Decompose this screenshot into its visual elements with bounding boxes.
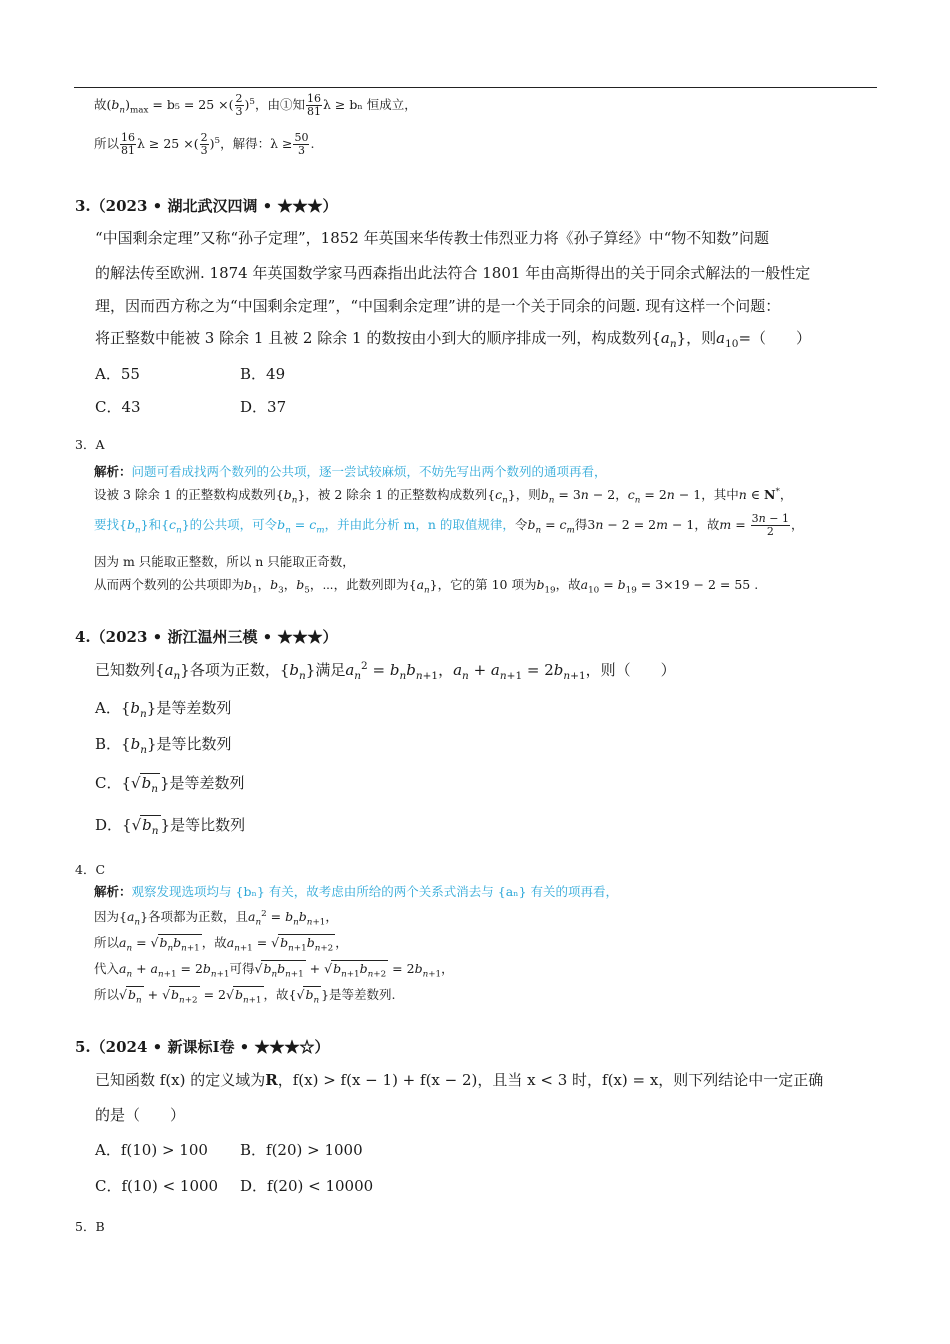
q4-option-b: B．$\{b_n\}$是等比数列 [95, 735, 232, 756]
q3-stem-line-1: “中国剩余定理”又称“孙子定理”，1852 年英国来华传教士伟烈亚力将《孙子算经》中“物不知数”问题 [95, 229, 769, 247]
cont-line-2: 所以 $\frac{16}{81}$ λ ≥ 25 ×( $\frac{2}{3}$ )$^5$，解得：λ ≥ $\frac{50}{3}$ . [94, 131, 315, 157]
header-rule [74, 87, 877, 88]
q3-option-c: C．43 [95, 398, 141, 416]
q3-solution-hint: 解析：问题可看成找两个数列的公共项，逐一尝试较麻烦，不妨先写出两个数列的通项再看， [94, 464, 607, 479]
q3-option-a: A．55 [95, 365, 140, 383]
cont-line-1: 故$(b_n)_{max} = b_5 = 25$ ×( $\frac{2}{3}$ )$^5$，由①知 $\frac{16}{81}$ λ ≥ bₙ 恒成立， [94, 92, 417, 118]
q4-solution-line-2: 所以$a_n = √b_nb_{n+1}$ ，故$a_{n+1} = √b_{n+1}b_{n+2}$ ， [94, 935, 348, 954]
q3-solution-line-4: 从而两个数列的公共项即为$b_1$，$b_3$，$b_5$，⋯，此数列即为$\{a_n\}$，它的第 10 项为$b_{19}$，故$a_{10} = b_{19} = 3\times 19 - 2 = 55$ . [94, 577, 759, 596]
q3-option-d: D．37 [240, 398, 287, 416]
q4-option-c: C．{$√b_n$ }是等差数列 [95, 774, 245, 795]
q3-stem-line-3: 理，因而西方称之为“中国剩余定理”，“中国剩余定理”讲的是一个关于同余的问题. 现有这样一个问题： [95, 297, 781, 315]
q3-solution-line-2: 要找$\{b_n\}$和$\{c_n\}$的公共项，可令$b_n = c_m$，并由此分析 m，n 的取值规律，令$b_n = c_m$得3n − 2 = 2m − 1，故m = $\frac{3n - 1}{2}$ ， [94, 512, 804, 538]
q4-solution-line-3: 代入$a_n + a_{n+1} = 2b_{n+1}$可得$√b_nb_{n+1} + √b_{n+1}b_{n+2} = 2b_{n+1}$， [94, 961, 454, 980]
q4-header: 4.（2023 • 浙江温州三模 • ★★★） [75, 628, 338, 646]
q4-solution-line-4: 所以$√b_n + √b_{n+2} = 2√b_{n+1}$ ，故{$√b_n$ }是等差数列. [94, 987, 396, 1006]
q4-solution-line-1: 因为$\{a_n\}$各项都为正数，且$a_n^2 = b_nb_{n+1}$， [94, 908, 338, 928]
q5-stem-line-1: 已知函数 f(x) 的定义域为R，f(x) > f(x − 1) + f(x − 2)，且当 x < 3 时，f(x) = x，则下列结论中一定正确 [95, 1071, 824, 1089]
q5-header: 5.（2024 • 新课标Ⅰ卷 • ★★★☆） [75, 1038, 330, 1056]
q5-answer: 5．B [75, 1219, 105, 1234]
q4-solution-hint: 解析：观察发现选项均与 {bₙ} 有关，故考虑由所给的两个关系式消去与 {aₙ} 有关的项再看， [94, 884, 618, 899]
q5-option-c: C．f(10) < 1000 [95, 1177, 219, 1195]
q3-stem-line-2: 的解法传至欧洲. 1874 年英国数学家马西森指出此法符合 1801 年由高斯得出的关于同余式解法的一般性定 [95, 264, 811, 282]
q5-option-a: A．f(10) > 100 [95, 1141, 208, 1159]
q4-stem: 已知数列$\{a_n\}$各项为正数，$\{b_n\}$满足$a_n^2 = b_nb_{n+1}$，$a_n + a_{n+1} = 2b_{n+1}$，则（ ） [95, 660, 676, 682]
q4-option-a: A．$\{b_n\}$是等差数列 [95, 699, 232, 720]
q5-option-b: B．f(20) > 1000 [240, 1141, 363, 1159]
q4-answer: 4．C [75, 862, 106, 877]
q3-stem-line-4: 将正整数中能被 3 除余 1 且被 2 除余 1 的数按由小到大的顺序排成一列，构成数列$\{a_n\}$，则$a_{10}=$（ ） [95, 329, 812, 350]
q3-answer: 3．A [75, 437, 105, 452]
q5-stem-line-2: 的是（ ） [95, 1106, 186, 1124]
q3-solution-line-1: 设被 3 除余 1 的正整数构成数列$\{b_n\}$，被 2 除余 1 的正整数构成数列$\{c_n\}$，则$b_n = 3n - 2$，$c_n = 2n - 1$，其中n ∈ N*， [94, 486, 793, 506]
q4-option-d: D．{$√b_n$ }是等比数列 [95, 816, 246, 837]
q3-solution-line-3: 因为 m 只能取正整数，所以 n 只能取正奇数， [94, 554, 355, 569]
q3-header: 3.（2023 • 湖北武汉四调 • ★★★） [75, 197, 338, 215]
q3-option-b: B．49 [240, 365, 286, 383]
q5-option-d: D．f(20) < 10000 [240, 1177, 374, 1195]
